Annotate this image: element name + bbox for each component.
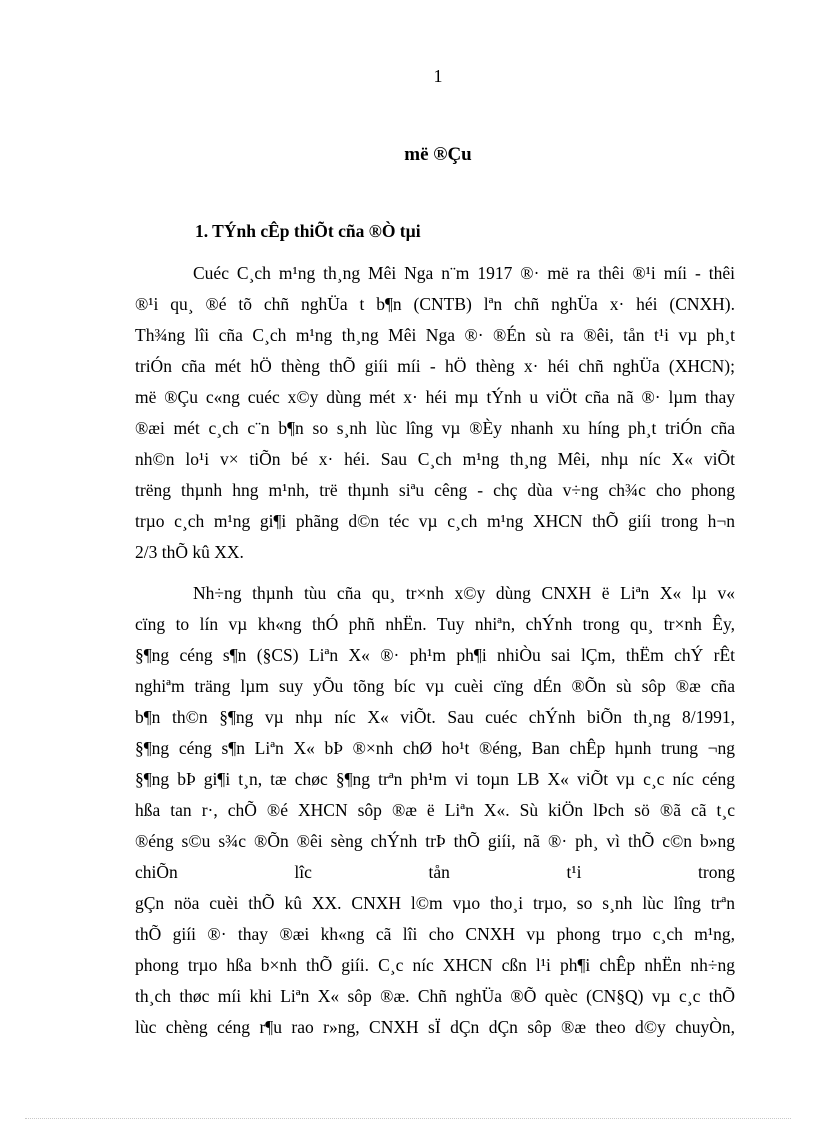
paragraph-2-line: gÇn nöa cuèi thÕ kû XX. CNXH l©m vµo tho¸i trµo, so s¸nh lùc lîng trªn <box>135 893 735 913</box>
paragraph-1-line: ®¹i qu¸ ®é tõ chñ nghÜa t b¶n (CNTB) lªn chñ nghÜa x· héi (CNXH). <box>135 294 735 314</box>
section-heading: 1. TÝnh cÊp thiÕt cña ®Ò tµi <box>195 221 421 241</box>
paragraph-1-line: ®æi mét c¸ch c¨n b¶n so s¸nh lùc lîng vµ ®Èy nhanh xu híng ph¸t triÓn cña <box>135 418 735 438</box>
paragraph-1-line: trëng thµnh hng m¹nh, trë thµnh siªu cêng - chç dùa v÷ng ch¾c cho phong <box>135 480 735 500</box>
page-bottom-divider <box>25 1118 791 1119</box>
paragraph-2-line: nghiªm träng lµm suy yÕu tõng bíc vµ cuèi cïng dÉn ®Õn sù sôp ®æ cña <box>135 676 735 696</box>
paragraph-2-line: phong trµo hßa b×nh thÕ giíi. C¸c níc XHCN cßn l¹i ph¶i chÊp nhËn nh÷ng <box>135 955 735 975</box>
paragraph-2-line: §¶ng céng s¶n (§CS) Liªn X« ®· ph¹m ph¶i nhiÒu sai lÇm, thËm chÝ rÊt <box>135 645 735 665</box>
paragraph-2-line: thÕ giíi ®· thay ®æi kh«ng cã lîi cho CNXH vµ phong trµo c¸ch m¹ng, <box>135 924 735 944</box>
paragraph-2-line: lùc chèng céng r¶u rao r»ng, CNXH sÏ dÇn dÇn sôp ®æ theo d©y chuyÒn, <box>135 1017 735 1037</box>
paragraph-1-line: nh©n lo¹i v× tiÕn bé x· héi. Sau C¸ch m¹ng th¸ng Mêi, nhµ níc X« viÕt <box>135 449 735 469</box>
page-title: më ®Çu <box>404 144 472 165</box>
paragraph-2-line: hßa tan r·, chÕ ®é XHCN sôp ®æ ë Liªn X«. Sù kiÖn lÞch sö ®ã cã t¸c <box>135 800 735 820</box>
paragraph-2-line: Nh÷ng thµnh tùu cña qu¸ tr×nh x©y dùng CNXH ë Liªn X« lµ v« <box>193 583 735 603</box>
paragraph-1-line: 2/3 thÕ kû XX. <box>135 542 244 562</box>
page-number: 1 <box>433 66 443 86</box>
paragraph-1-line: triÓn cña mét hÖ thèng thÕ giíi míi - hÖ thèng x· héi chñ nghÜa (XHCN); <box>135 356 735 376</box>
paragraph-1-line: më ®Çu c«ng cuéc x©y dùng mét x· héi mµ tÝnh u viÖt cña nã ®· lµm thay <box>135 387 735 407</box>
paragraph-2-line: §¶ng céng s¶n Liªn X« bÞ ®×nh chØ ho¹t ®éng, Ban chÊp hµnh trung ¬ng <box>135 738 735 758</box>
paragraph-2-line: chiÕn lîc tån t¹i trong <box>135 862 735 882</box>
paragraph-2-line: b¶n th©n §¶ng vµ nhµ níc X« viÕt. Sau cuéc chÝnh biÕn th¸ng 8/1991, <box>135 707 735 727</box>
paragraph-1-line: Th¾ng lîi cña C¸ch m¹ng th¸ng Mêi Nga ®· ®Én sù ra ®êi, tån t¹i vµ ph¸t <box>135 325 735 345</box>
paragraph-2-line: §¶ng bÞ gi¶i t¸n, tæ chøc §¶ng trªn ph¹m vi toµn LB X« viÕt vµ c¸c níc céng <box>135 769 735 789</box>
paragraph-2-line: th¸ch thøc míi khi Liªn X« sôp ®æ. Chñ nghÜa ®Õ quèc (CN§Q) vµ c¸c thÕ <box>135 986 735 1006</box>
paragraph-1-line: Cuéc C¸ch m¹ng th¸ng Mêi Nga n¨m 1917 ®· më ra thêi ®¹i míi - thêi <box>193 263 735 283</box>
paragraph-1-line: trµo c¸ch m¹ng gi¶i phãng d©n téc vµ c¸ch m¹ng XHCN thÕ giíi trong h¬n <box>135 511 735 531</box>
paragraph-2-line: ®éng s©u s¾c ®Õn ®êi sèng chÝnh trÞ thÕ giíi, nã ®· ph¸ vì thÕ c©n b»ng <box>135 831 735 851</box>
paragraph-2-line: cïng to lín vµ kh«ng thÓ phñ nhËn. Tuy nhiªn, chÝnh trong qu¸ tr×nh Êy, <box>135 614 735 634</box>
